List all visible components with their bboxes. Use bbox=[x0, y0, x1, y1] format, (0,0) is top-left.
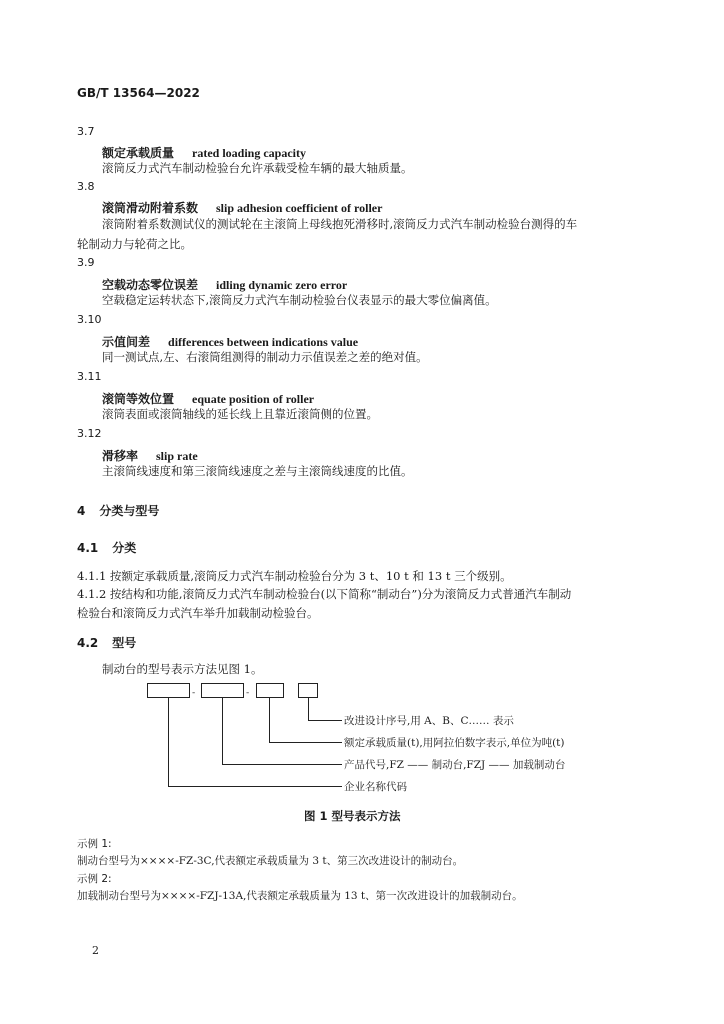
revision-box bbox=[298, 683, 318, 698]
separator-dash: - bbox=[192, 688, 196, 698]
term-zh: 额定承载质量 bbox=[102, 146, 175, 160]
term-number: 3.8 bbox=[77, 180, 95, 193]
leader-line bbox=[168, 698, 169, 786]
separator-dash: - bbox=[246, 688, 250, 698]
term-zh: 示值间差 bbox=[102, 335, 151, 349]
leader-line bbox=[222, 764, 342, 765]
rated-capacity-box bbox=[256, 683, 284, 698]
example-text: 加载制动台型号为××××-FZJ-13A,代表额定承载质量为 13 t、第一次改进设计的加载制动台。 bbox=[77, 890, 523, 902]
leader-line bbox=[308, 720, 342, 721]
figure-intro: 制动台的型号表示方法见图 1。 bbox=[102, 662, 263, 676]
subsection-number: 4.2 bbox=[77, 636, 99, 650]
example-label: 示例 1: bbox=[77, 838, 112, 850]
term-title bbox=[102, 331, 358, 350]
term-zh: 空载动态零位误差 bbox=[102, 278, 199, 292]
term-en: slip adhesion coefficient of roller bbox=[216, 201, 383, 215]
page-number: 2 bbox=[92, 944, 99, 957]
section-heading bbox=[77, 502, 159, 519]
subsection-heading bbox=[77, 539, 136, 556]
leader-line bbox=[222, 698, 223, 764]
term-zh: 滑移率 bbox=[102, 449, 139, 463]
term-definition-cont: 轮制动力与轮荷之比。 bbox=[77, 237, 192, 251]
section-title: 分类与型号 bbox=[99, 504, 160, 518]
term-title bbox=[102, 142, 306, 161]
term-title bbox=[102, 197, 382, 216]
term-number: 3.7 bbox=[77, 125, 95, 138]
term-number: 3.12 bbox=[77, 427, 102, 440]
subsection-heading bbox=[77, 634, 136, 651]
term-definition: 空载稳定运转状态下,滚筒反力式汽车制动检验台仪表显示的最大零位偏离值。 bbox=[102, 293, 497, 307]
subsection-number: 4.1 bbox=[77, 541, 99, 555]
term-title bbox=[102, 274, 347, 293]
term-title bbox=[102, 445, 198, 464]
paragraph-4-1-2-cont: 检验台和滚筒反力式汽车举升加载制动检验台。 bbox=[77, 606, 319, 620]
product-code-box bbox=[201, 683, 244, 698]
subsection-title: 型号 bbox=[112, 636, 137, 650]
term-number: 3.11 bbox=[77, 370, 102, 383]
term-zh: 滚筒滑动附着系数 bbox=[102, 201, 199, 215]
leader-line bbox=[308, 698, 309, 720]
term-definition: 滚筒附着系数测试仪的测试轮在主滚筒上母线抱死滑移时,滚筒反力式汽车制动检验台测得的车 bbox=[102, 217, 578, 231]
term-definition: 同一测试点,左、右滚筒组测得的制动力示值误差之差的绝对值。 bbox=[102, 350, 428, 364]
leader-line bbox=[168, 786, 342, 787]
label-enterprise-code: 企业名称代码 bbox=[344, 781, 407, 793]
term-en: idling dynamic zero error bbox=[216, 278, 348, 292]
paragraph-4-1-1: 4.1.1 按额定承载质量,滚筒反力式汽车制动检验台分为 3 t、10 t 和 13 t 三个级别。 bbox=[77, 569, 512, 583]
term-en: differences between indications value bbox=[168, 335, 359, 349]
term-number: 3.9 bbox=[77, 256, 95, 269]
term-definition: 滚筒表面或滚筒轴线的延长线上且靠近滚筒侧的位置。 bbox=[102, 407, 378, 421]
term-zh: 滚筒等效位置 bbox=[102, 392, 175, 406]
term-number: 3.10 bbox=[77, 313, 102, 326]
term-definition: 滚筒反力式汽车制动检验台允许承载受检车辆的最大轴质量。 bbox=[102, 161, 413, 175]
term-definition: 主滚筒线速度和第三滚筒线速度之差与主滚筒线速度的比值。 bbox=[102, 464, 413, 478]
term-en: equate position of roller bbox=[192, 392, 315, 406]
subsection-title: 分类 bbox=[112, 541, 137, 555]
term-title bbox=[102, 388, 314, 407]
enterprise-code-box bbox=[147, 683, 190, 698]
example-text: 制动台型号为××××-FZ-3C,代表额定承载质量为 3 t、第三次改进设计的制动台。 bbox=[77, 855, 464, 867]
label-revision: 改进设计序号,用 A、B、C…… 表示 bbox=[344, 715, 514, 727]
label-rated-capacity: 额定承载质量(t),用阿拉伯数字表示,单位为吨(t) bbox=[344, 737, 565, 749]
section-number: 4 bbox=[77, 504, 86, 518]
figure-caption: 图 1 型号表示方法 bbox=[304, 809, 401, 823]
paragraph-4-1-2: 4.1.2 按结构和功能,滚筒反力式汽车制动检验台(以下简称“制动台”)分为滚筒反力式普通汽车制动 bbox=[77, 587, 572, 601]
leader-line bbox=[269, 698, 270, 742]
label-product-code: 产品代号,FZ —— 制动台,FZJ —— 加载制动台 bbox=[344, 759, 566, 771]
example-label: 示例 2: bbox=[77, 873, 112, 885]
term-en: slip rate bbox=[156, 449, 198, 463]
leader-line bbox=[269, 742, 342, 743]
term-en: rated loading capacity bbox=[192, 146, 307, 160]
document-header: GB/T 13564—2022 bbox=[77, 86, 200, 100]
